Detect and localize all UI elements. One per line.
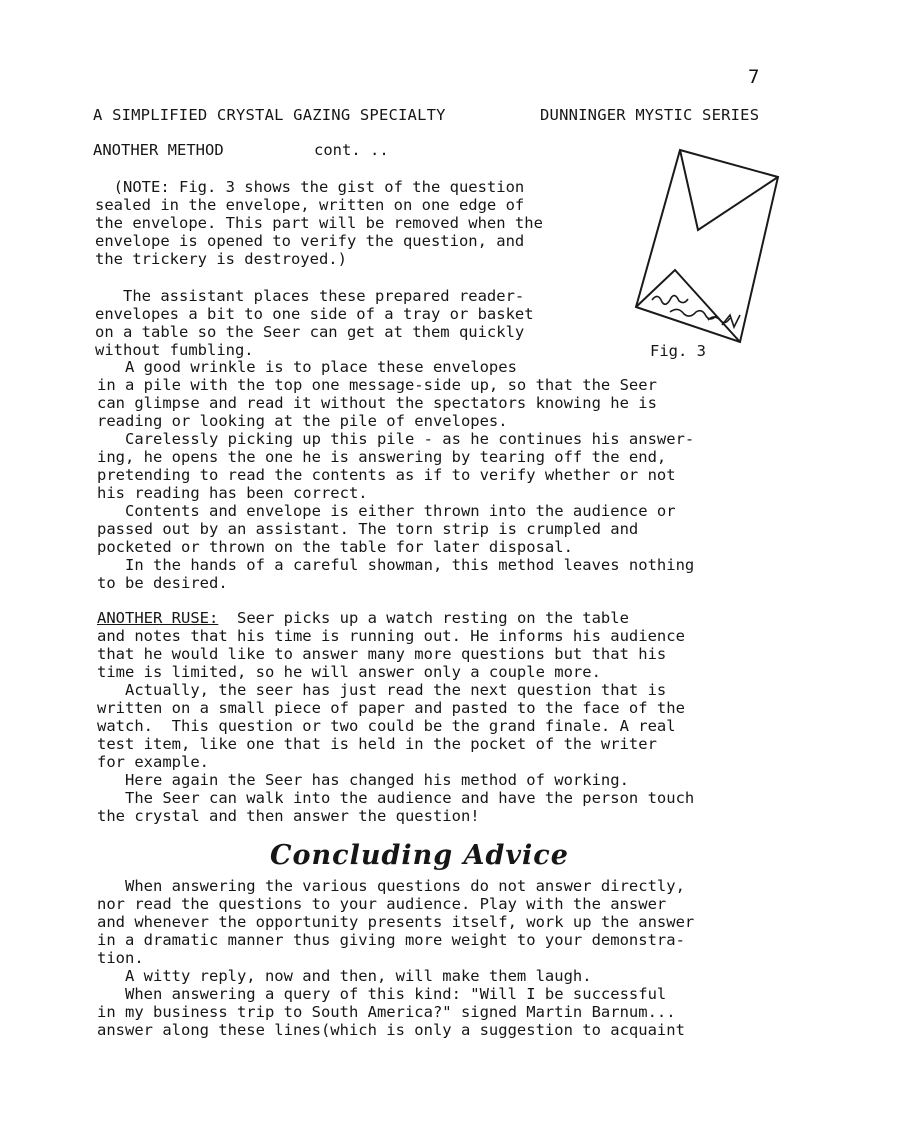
figure-caption: Fig. 3 [650, 342, 706, 360]
method-body: A good wrinkle is to place these envelopes in a pile with the top one message-side up, so that the Seer can glimpse and read it without the spectators knowing he is reading or looking at the pile of envelopes. Carelessly picking up this pile - as he continues his answer- ing, he opens the one he is answering by tearing off the end, pretending to read the contents as if to verify whether or not his reading has been correct. Contents and envelope is either thrown into the audience or passed out by an assistant. The torn strip is crumpled and pocketed or thrown on the table for later disposal. In the hands of a careful showman, this method leaves nothing to be desired. [97, 358, 695, 592]
assistant-paragraph: The assistant places these prepared reader- envelopes a bit to one side of a tray or basket on a table so the Seer can get at them quickly without fumbling. [95, 287, 534, 359]
envelope-outline [636, 150, 778, 342]
ruse-label: ANOTHER RUSE: [97, 609, 219, 627]
section-continued: cont. .. [314, 141, 389, 159]
running-title: A SIMPLIFIED CRYSTAL GAZING SPECIALTY [93, 106, 446, 124]
ruse-text: Seer picks up a watch resting on the table and notes that his time is running out. He informs his audience that he would like to answer many more questions but that his time is limited, so he will answer only a couple more. Actually, the seer has just read the next question that is written on a small piece of paper and pasted to the face of the watch. This question or two could be the grand finale. A real test item, like one that is held in the pocket of the writer for example. Here again the Seer has changed his method of working. The Seer can walk into the audience and have the person touch the crystal and then answer the question! [97, 609, 695, 825]
advice-heading: Concluding Advice [270, 840, 569, 871]
envelope-flap [680, 150, 778, 230]
advice-body: When answering the various questions do not answer directly, nor read the questions to your audience. Play with the answer and whenever the opportunity presents itself, work up the answer in a dramatic manner thus giving more weight to your demonstra- tion. A witty reply, now and then, will make them laugh. When answering a query of this kind: "Will I be successful in my business trip to South America?" signed Martin Barnum... answer along these lines(which is only a suggestion to acquaint [97, 877, 695, 1039]
note-paragraph: (NOTE: Fig. 3 shows the gist of the question sealed in the envelope, written on one edge of the envelope. This part will be removed when the envelope is opened to verify the question, and the trickery is destroyed.) [95, 178, 543, 268]
envelope-bottom-fold [636, 270, 740, 342]
envelope-illustration [630, 142, 800, 347]
handwritten-scribble [652, 296, 740, 327]
series-title: DUNNINGER MYSTIC SERIES [540, 106, 760, 124]
section-title: ANOTHER METHOD [93, 141, 224, 159]
page-number: 7 [748, 66, 760, 88]
ruse-paragraph [97, 609, 694, 825]
